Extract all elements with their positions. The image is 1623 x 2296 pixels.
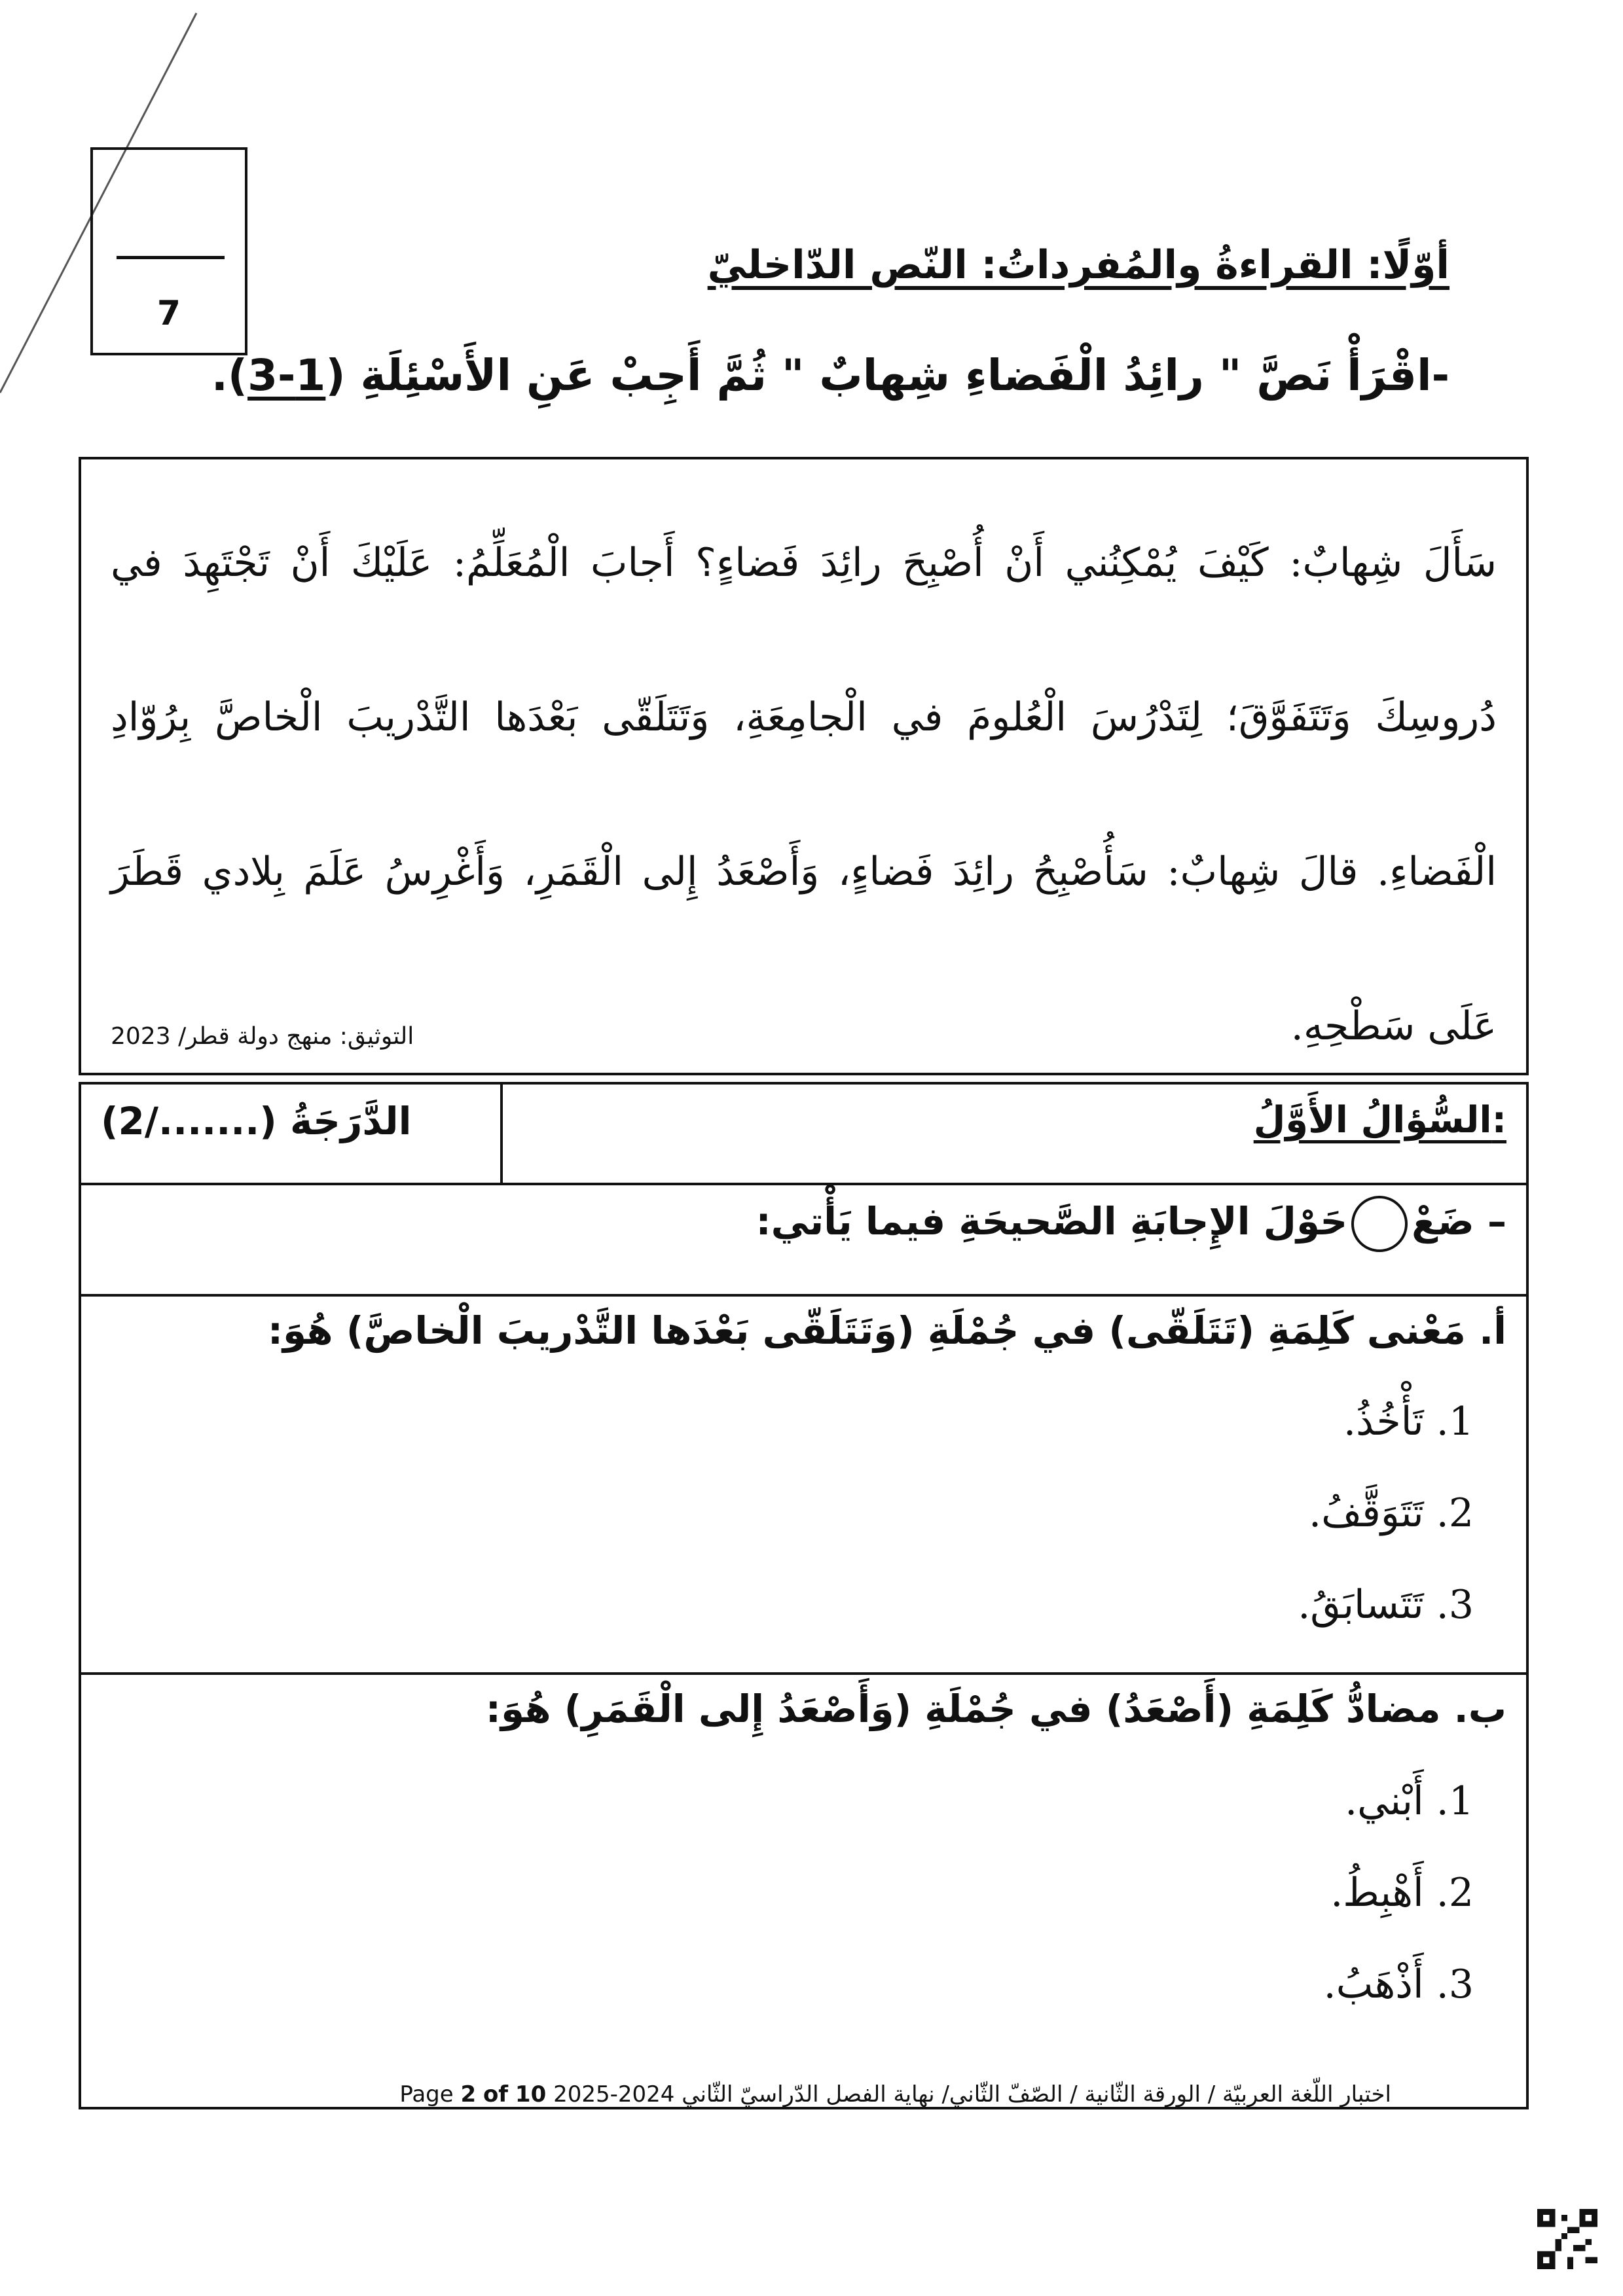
- page-current: 2: [460, 2081, 477, 2108]
- instruction-text: -اقْرَأْ نَصَّ " رائِدُ الْفَضاءِ شِهابٌ " ثُمَّ أَجِبْ عَنِ الأَسْئِلَةِ (: [325, 350, 1450, 401]
- row-divider: [81, 1183, 1526, 1185]
- grade-field: الدَّرَجَةُ (......./2): [101, 1099, 412, 1143]
- question-range: 1-3: [247, 350, 326, 401]
- instruction-around: حَوْلَ الإِجابَةِ الصَّحيحَةِ فيما يَأْتي:: [756, 1199, 1348, 1244]
- question-instruction: [756, 1196, 1506, 1252]
- circle-icon: [1351, 1196, 1408, 1252]
- part-a-option-2[interactable]: 2. تَتَوَقَّفُ.: [1309, 1490, 1474, 1536]
- instruction-put: – ضَعْ: [1412, 1199, 1506, 1244]
- header-divider: [500, 1085, 503, 1183]
- question-title: السُّؤالُ الأَوَّلُ:: [1253, 1099, 1506, 1141]
- passage-box: [79, 457, 1529, 1075]
- section-title: أوّلًا: القراءةُ والمُفرداتُ: النّص الدّاخليّ: [707, 242, 1450, 288]
- part-b-option-3[interactable]: 3. أَذْهَبُ.: [1323, 1962, 1474, 2007]
- score-number: 7: [156, 294, 181, 333]
- part-a-option-1[interactable]: 1. تَأْخُذُ.: [1343, 1399, 1474, 1444]
- question-table: [79, 1082, 1529, 2109]
- page-number: [399, 2081, 546, 2108]
- part-b-option-1[interactable]: 1. أَبْني.: [1345, 1778, 1474, 1824]
- page-label: Page: [399, 2081, 454, 2108]
- page-total: 10: [515, 2081, 547, 2108]
- part-a-stem: أ. مَعْنى كَلِمَةِ (تَتَلَقّى) في جُمْلَةِ (وَتَتَلَقّى بَعْدَها التَّدْريبَ الْخاصَّ) هُوَ:: [267, 1308, 1506, 1353]
- instruction-end: ).: [211, 350, 248, 401]
- score-blank-line: [117, 256, 225, 259]
- page-of: of: [483, 2081, 509, 2108]
- passage-citation: التوثيق: منهج دولة قطر/ 2023: [111, 1023, 414, 1050]
- qr-code-icon: [1537, 2209, 1597, 2269]
- row-divider: [81, 1672, 1526, 1675]
- footer-exam-title: اختبار اللّغة العربيّة / الورقة الثّانية / الصّفّ الثّاني/ نهاية الفصل الدّراسيّ الثّاني 2024-2025: [553, 2081, 1391, 2108]
- row-divider: [81, 1294, 1526, 1297]
- score-box: [90, 147, 247, 355]
- passage-text: سَأَلَ شِهابٌ: كَيْفَ يُمْكِنُني أَنْ أُصْبِحَ رائِدَ فَضاءٍ؟ أَجابَ الْمُعَلِّمُ: عَلَيْكَ أَنْ تَجْتَهِدَ في دُروسِكَ وَتَتَفَوَّقَ؛ لِتَدْرُسَ الْعُلومَ في الْجامِعَةِ، وَتَتَلَقّى بَعْدَها التَّدْريبَ الْخاصَّ بِرُوّادِ الْفَضاءِ. قالَ شِهابٌ: سَأُصْبِحُ رائِدَ فَضاءٍ، وَأَصْعَدُ إِلى الْقَمَرِ، وَأَغْرِسُ عَلَمَ بِلادي قَطَرَ عَلَى سَطْحِهِ.: [111, 540, 1497, 1049]
- page-footer: [0, 2081, 1391, 2108]
- part-a-option-3[interactable]: 3. تَتَسابَقُ.: [1298, 1582, 1474, 1628]
- part-b-stem: ب. مضادُّ كَلِمَةِ (أَصْعَدُ) في جُمْلَةِ (وَأَصْعَدُ إِلى الْقَمَرِ) هُوَ:: [485, 1687, 1506, 1731]
- part-b-option-2[interactable]: 2. أَهْبِطُ.: [1330, 1870, 1474, 1916]
- reading-instruction: [211, 350, 1450, 401]
